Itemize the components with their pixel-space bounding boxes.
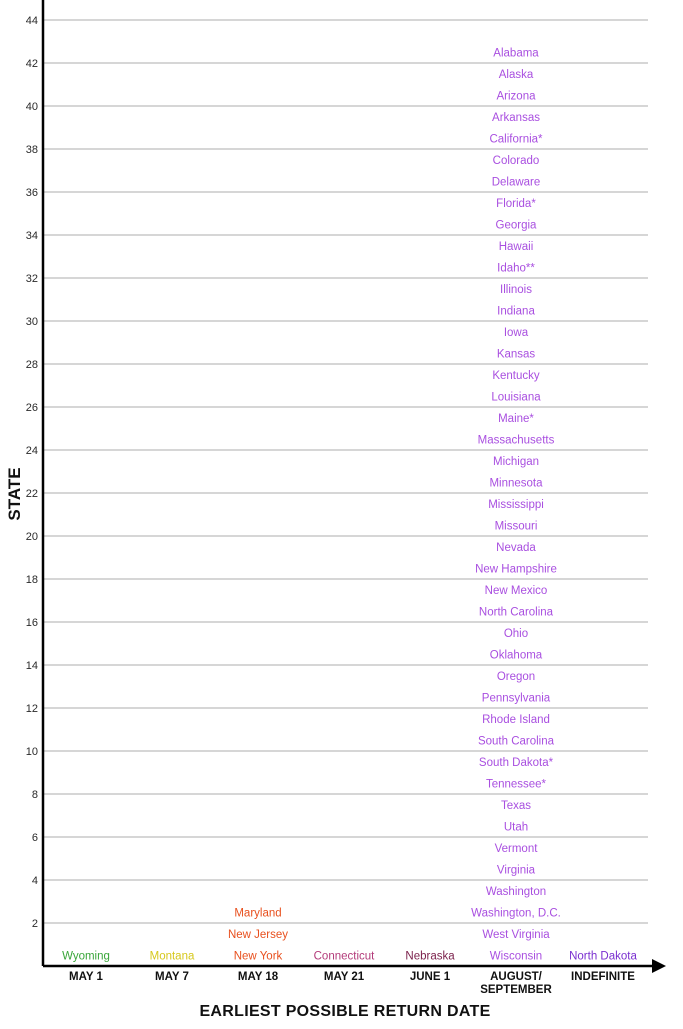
- state-label-ohio: Ohio: [503, 627, 529, 640]
- state-label-oklahoma: Oklahoma: [489, 649, 543, 662]
- state-label-pennsylvania: Pennsylvania: [481, 692, 551, 705]
- state-label-indiana: Indiana: [497, 305, 535, 318]
- state-label-new-york: New York: [233, 950, 283, 963]
- state-label-minnesota: Minnesota: [489, 477, 543, 490]
- state-label-california: California*: [489, 133, 543, 146]
- state-label-iowa: Iowa: [503, 326, 529, 339]
- y-tick-label-2: 2: [31, 918, 38, 930]
- y-tick-label-24: 24: [25, 445, 38, 457]
- state-label-kentucky: Kentucky: [492, 369, 540, 382]
- y-tick-label-42: 42: [25, 58, 38, 70]
- y-tick-label-4: 4: [31, 875, 38, 887]
- state-labels: [62, 47, 637, 962]
- state-label-south-carolina: South Carolina: [477, 735, 555, 748]
- state-label-massachusetts: Massachusetts: [477, 434, 555, 447]
- state-label-illinois: Illinois: [500, 283, 532, 296]
- gridlines: [43, 20, 648, 923]
- x-tick-label-may-21: MAY 21: [323, 971, 365, 983]
- state-label-tennessee: Tennessee*: [485, 778, 547, 791]
- y-tick-labels: [26, 15, 38, 930]
- y-tick-label-20: 20: [25, 531, 38, 543]
- state-label-nevada: Nevada: [496, 541, 536, 554]
- y-tick-label-18: 18: [25, 574, 38, 586]
- x-tick-label-may-1: MAY 1: [69, 971, 103, 983]
- state-label-vermont: Vermont: [494, 842, 538, 855]
- x-tick-label-may-18: MAY 18: [237, 971, 279, 983]
- y-tick-label-8: 8: [31, 789, 38, 801]
- state-label-missouri: Missouri: [494, 520, 538, 533]
- state-label-arkansas: Arkansas: [492, 111, 540, 124]
- y-tick-label-14: 14: [25, 660, 38, 672]
- state-label-maryland: Maryland: [234, 907, 282, 920]
- y-tick-label-12: 12: [25, 703, 38, 715]
- y-tick-label-28: 28: [25, 359, 38, 371]
- state-label-north-dakota: North Dakota: [569, 950, 637, 963]
- state-label-west-virginia: West Virginia: [482, 928, 550, 941]
- state-label-maine: Maine*: [498, 412, 534, 425]
- y-tick-label-44: 44: [25, 15, 38, 27]
- y-tick-label-30: 30: [25, 316, 38, 328]
- state-label-idaho: Idaho**: [497, 262, 535, 275]
- state-label-new-jersey: New Jersey: [227, 928, 289, 941]
- state-label-virginia: Virginia: [496, 864, 536, 877]
- state-label-alabama: Alabama: [493, 47, 539, 60]
- y-tick-label-36: 36: [25, 187, 38, 199]
- state-label-alaska: Alaska: [498, 68, 534, 81]
- x-tick-label-may-7: MAY 7: [155, 971, 189, 983]
- x-axis-arrow-icon: [652, 959, 666, 973]
- y-tick-label-16: 16: [25, 617, 38, 629]
- state-label-montana: Montana: [149, 950, 195, 963]
- y-axis-label: STATE: [5, 467, 24, 521]
- state-label-utah: Utah: [503, 821, 529, 834]
- y-tick-label-26: 26: [25, 402, 38, 414]
- y-tick-label-10: 10: [25, 746, 38, 758]
- y-tick-label-22: 22: [25, 488, 38, 500]
- x-tick-label-aug-sep-line-1: AUGUST/: [490, 971, 542, 983]
- y-tick-label-34: 34: [25, 230, 38, 242]
- state-label-oregon: Oregon: [496, 670, 536, 683]
- x-tick-label-indefinite: INDEFINITE: [571, 971, 635, 983]
- state-label-arizona: Arizona: [496, 90, 536, 103]
- state-label-kansas: Kansas: [496, 348, 536, 361]
- state-label-new-mexico: New Mexico: [484, 584, 548, 597]
- state-label-washington: Washington: [485, 885, 547, 898]
- state-label-delaware: Delaware: [491, 176, 541, 189]
- x-axis-label: EARLIEST POSSIBLE RETURN DATE: [199, 1003, 491, 1020]
- state-label-texas: Texas: [500, 799, 532, 812]
- state-label-rhode-island: Rhode Island: [482, 713, 550, 726]
- y-tick-label-32: 32: [25, 273, 38, 285]
- state-label-south-dakota: South Dakota*: [478, 756, 554, 769]
- state-label-connecticut: Connecticut: [313, 950, 375, 963]
- x-tick-labels: [69, 971, 635, 996]
- y-tick-label-6: 6: [31, 832, 38, 844]
- state-label-michigan: Michigan: [492, 455, 540, 468]
- state-label-washington-d-c: Washington, D.C.: [471, 907, 561, 920]
- state-label-new-hampshire: New Hampshire: [475, 563, 557, 576]
- state-label-mississippi: Mississippi: [488, 498, 544, 511]
- x-tick-label-aug-sep-line-2: SEPTEMBER: [480, 984, 552, 996]
- axes: [43, 0, 666, 973]
- state-label-florida: Florida*: [496, 197, 536, 210]
- state-label-wisconsin: Wisconsin: [489, 950, 543, 963]
- state-label-colorado: Colorado: [492, 154, 540, 167]
- state-label-north-carolina: North Carolina: [478, 606, 554, 619]
- y-tick-label-38: 38: [25, 144, 38, 156]
- state-label-hawaii: Hawaii: [498, 240, 534, 253]
- state-label-georgia: Georgia: [495, 219, 537, 232]
- y-tick-label-40: 40: [25, 101, 38, 113]
- state-label-louisiana: Louisiana: [491, 391, 541, 404]
- state-label-nebraska: Nebraska: [405, 950, 455, 963]
- state-label-wyoming: Wyoming: [62, 950, 110, 963]
- x-tick-label-june-1: JUNE 1: [409, 971, 451, 983]
